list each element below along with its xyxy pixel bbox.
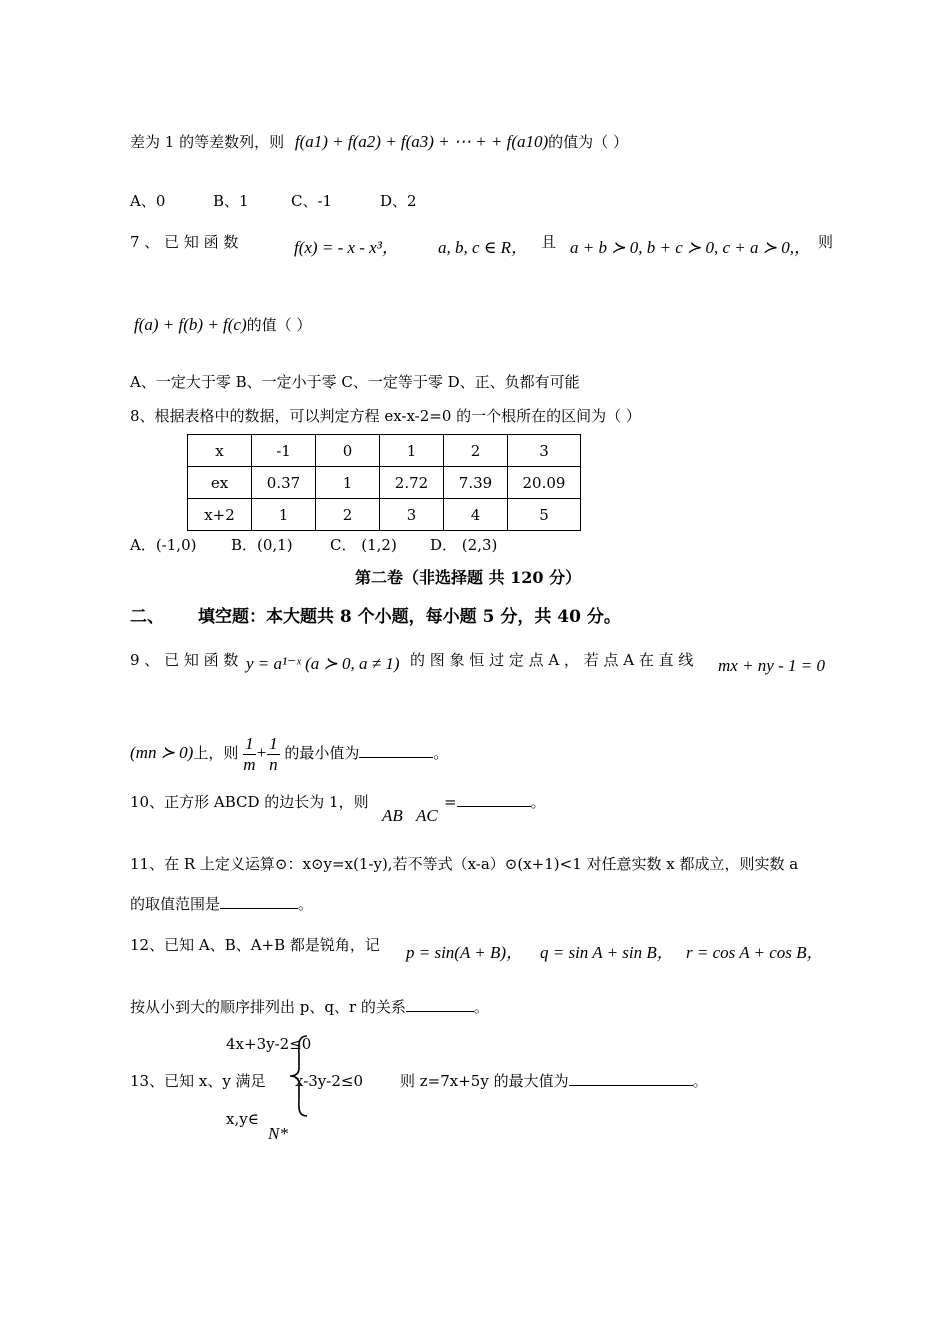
- answer-blank[interactable]: [406, 997, 474, 1012]
- q8-table: [187, 434, 581, 531]
- table-cell: 0: [316, 435, 380, 467]
- q9-text-b: 的最小值为: [284, 744, 360, 762]
- q9-prefix: 9 、 已 知 函 数: [130, 651, 239, 669]
- q8-option-a: A．(-1,0): [130, 536, 197, 554]
- q12-line2-wrap: [130, 997, 489, 1017]
- table-cell: 20.09: [508, 467, 581, 499]
- q9-func: y = a¹⁻ˣ (a ≻ 0, a ≠ 1): [246, 654, 400, 673]
- q7-func: f(x) = - x - x³，: [294, 238, 399, 257]
- q13-set: N*: [268, 1124, 288, 1143]
- q13-suffix: 则 z=7x+5y 的最大值为: [400, 1072, 569, 1090]
- answer-blank[interactable]: [457, 792, 531, 807]
- table-cell: 2.72: [380, 467, 444, 499]
- fraction-denominator: n: [269, 754, 278, 774]
- table-cell: 2: [316, 499, 380, 531]
- table-cell: 3: [380, 499, 444, 531]
- q9-mid: 的 图 象 恒 过 定 点 A ， 若 点 A 在 直 线: [410, 651, 694, 669]
- plus-sign: +: [255, 743, 268, 762]
- q13-prefix: 13、已知 x、y 满足: [130, 1072, 266, 1090]
- q7-tail: 的值（ ）: [246, 316, 312, 334]
- q10-end: 。: [530, 793, 546, 811]
- q7-prefix: 7 、 已 知 函 数: [130, 233, 239, 251]
- table-cell: 5: [508, 499, 581, 531]
- section-description: 填空题：本大题共 8 个小题，每小题 5 分，共 40 分。: [198, 607, 621, 627]
- q6-formula: f(a1) + f(a2) + f(a3) + ⋯ + + f(a10): [294, 132, 549, 151]
- q6-text-b: 的值为（ ）: [548, 133, 628, 151]
- q11-line2-wrap: [130, 894, 313, 914]
- table-cell: -1: [252, 435, 316, 467]
- q11-end: 。: [298, 895, 314, 913]
- q8-stem: 8、根据表格中的数据，可以判定方程 ex-x-2=0 的一个根所在的区间为（ ）: [130, 407, 641, 425]
- table-cell: 1: [252, 499, 316, 531]
- table-cell: 2: [444, 435, 508, 467]
- q12-r: r = cos A + cos B，: [686, 943, 824, 962]
- q9-line2: [130, 729, 448, 777]
- q9-line-eq: mx + ny - 1 = 0: [718, 656, 825, 675]
- table-row: [188, 499, 581, 531]
- q13-constraint-1: 4x+3y-2≤0: [226, 1035, 312, 1053]
- q10-eq: =: [444, 793, 457, 811]
- table-cell: 4: [444, 499, 508, 531]
- table-cell: 1: [380, 435, 444, 467]
- table-cell: ex: [188, 467, 252, 499]
- q9-end: 。: [433, 744, 449, 762]
- table-cell: x+2: [188, 499, 252, 531]
- table-row: [188, 435, 581, 467]
- q11-line2: 的取值范围是: [130, 895, 221, 913]
- section-number: 二、: [130, 607, 164, 627]
- table-cell: 0.37: [252, 467, 316, 499]
- q13-constraint-2: x-3y-2≤0: [295, 1072, 364, 1090]
- q11-line1: 11、在 R 上定义运算⊙：x⊙y=x(1-y),若不等式（x-a）⊙(x+1)<1 对任意实数 x 都成立，则实数 a: [130, 855, 799, 873]
- q9-cond: (mn ≻ 0): [130, 743, 194, 762]
- q6-text-a: 差为 1 的等差数列，则: [130, 133, 285, 151]
- answer-blank[interactable]: [569, 1071, 693, 1086]
- q6-option-a: A、0: [130, 192, 166, 210]
- q12-line2: 按从小到大的顺序排列出 p、q、r 的关系: [130, 998, 406, 1016]
- q7-ze: 则: [818, 233, 834, 251]
- q13-end: 。: [692, 1072, 708, 1090]
- q12-text: 12、已知 A、B、A+B 都是锐角，记: [130, 936, 380, 954]
- q7-expr: f(a) + f(b) + f(c): [134, 315, 247, 334]
- q7-options: A、一定大于零 B、一定小于零 C、一定等于零 D、正、负都有可能: [130, 373, 580, 391]
- fraction-1-over-n: [267, 734, 280, 775]
- q12-p: p = sin(A + B)，: [406, 943, 524, 962]
- q10-text: 10、正方形 ABCD 的边长为 1，则: [130, 793, 369, 811]
- q7-expr-line: [134, 315, 311, 335]
- q8-option-c: C． (1,2): [330, 536, 397, 554]
- q7-qie: 且: [541, 233, 557, 251]
- q13-constraint-3: x,y∈: [226, 1110, 259, 1128]
- fraction-numerator: 1: [269, 733, 278, 753]
- q6-option-d: D、2: [380, 192, 417, 210]
- table-cell: x: [188, 435, 252, 467]
- part2-title: 第二卷（非选择题 共 120 分）: [355, 568, 582, 587]
- q8-option-d: D． (2,3): [430, 536, 498, 554]
- answer-blank[interactable]: [359, 743, 433, 758]
- table-cell: 3: [508, 435, 581, 467]
- table-cell: 1: [316, 467, 380, 499]
- q8-option-b: B．(0,1): [231, 536, 293, 554]
- table-cell: 7.39: [444, 467, 508, 499]
- answer-blank[interactable]: [220, 894, 298, 909]
- q13-suffix-wrap: [400, 1071, 708, 1091]
- q7-vars: a, b, c ∈ R，: [438, 238, 529, 257]
- table-row: [188, 467, 581, 499]
- q6-line: [130, 132, 628, 152]
- q10-answer: [444, 792, 546, 812]
- fraction-denominator: m: [243, 754, 256, 774]
- fraction-numerator: 1: [245, 733, 254, 753]
- fraction-1-over-m: [243, 734, 256, 775]
- q12-q: q = sin A + sin B，: [540, 943, 674, 962]
- q7-cond: a + b ≻ 0, b + c ≻ 0, c + a ≻ 0,，: [570, 238, 811, 257]
- q12-end: 。: [473, 998, 489, 1016]
- q10-expr: AB⃞AC: [382, 806, 438, 825]
- q9-text-a: 上，则: [193, 744, 239, 762]
- q6-option-c: C、-1: [291, 192, 333, 210]
- q6-option-b: B、1: [213, 192, 249, 210]
